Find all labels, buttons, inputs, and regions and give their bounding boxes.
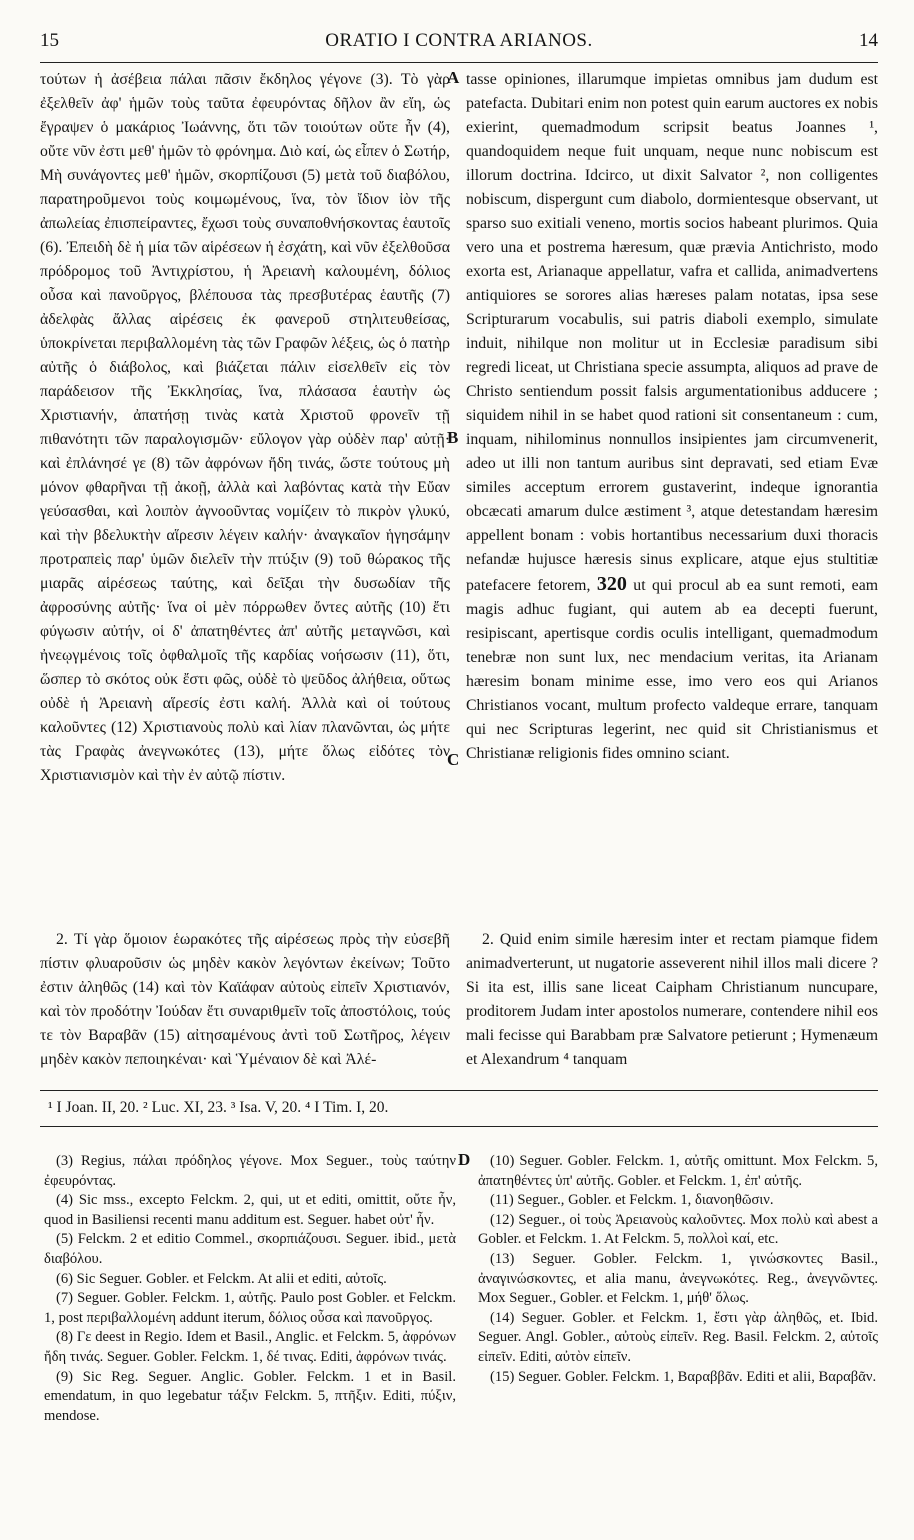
latin-column xyxy=(466,68,878,766)
footnote: (15) Seguer. Gobler. Felckm. 1, Βαραββᾶν. Editi et alii, Βαραβᾶν. xyxy=(490,1368,877,1385)
text-footnote-rule xyxy=(40,1090,878,1091)
greek-section-2 xyxy=(40,928,450,1072)
footnotes-left-column xyxy=(44,1152,456,1426)
edition-page-number: 320 xyxy=(596,573,627,595)
footnote: (7) Seguer. Gobler. Felckm. 1, αὐτῆς. Paulo post Gobler. et Felckm. 1, post περιβαλλομένη addunt iterum, δόλιος οὖσα καὶ πανοῦργος. xyxy=(44,1290,456,1326)
greek-column xyxy=(40,68,450,788)
margin-marker-d: D xyxy=(458,1150,471,1169)
footnote: (10) Seguer. Gobler. Felckm. 1, αὐτῆς omittunt. Mox Felckm. 5, ἀπατηθέντες ὑπ' αὐτῆς. Gobler. et Felckm. 1, ἐπ' αὐτῆς. xyxy=(478,1153,878,1189)
latin-section-2 xyxy=(466,928,878,1072)
running-title: ORATIO I CONTRA ARIANOS. xyxy=(325,30,593,51)
footnote: (12) Seguer., οἱ τοὺς Ἀρειανοὺς καλοῦντες. Mox πολὺ καὶ abest a Gobler. et Felckm. 1. At Felckm. 5, πολλοὶ καί, etc. xyxy=(478,1211,878,1248)
footnote: (9) Sic Reg. Seguer. Anglic. Gobler. Felckm. 1 et in Basil. emendatum, in quo legebatur τάξιν Felckm. 5, πτῆξιν. Editi, πύξιν, mendose. xyxy=(44,1368,456,1424)
footnote: (5) Felckm. 2 et editio Commel., σκορπιάζουσι. Seguer. ibid., μετὰ διαβόλου. xyxy=(44,1231,456,1267)
footnote: (13) Seguer. Gobler. Felckm. 1, γινώσκοντες Basil., ἀναγινώσκοντες, et alia manu, ἀνεγνωκότες. Reg., ἀνεγνῶντες. Mox Seguer., Gobler. et Felckm. 1, μήθ' ὅλως. xyxy=(478,1250,878,1307)
greek-paragraph-1: τούτων ἡ ἀσέβεια πάλαι πᾶσιν ἔκδηλος γέγονε (3). Τὸ γὰρ ἐξελθεῖν ἀφ' ἡμῶν τοὺς ταῦτα ἐφευρόντας δῆλον ἂν εἴη, ὡς ἔγραψεν ὁ μακάριος Ἰωάννης, ὅτι τῶν τοιούτων οὔτε ἦν (4), οὔτε νῦν ἐστι μεθ' ἡμῶν τὸ φρόνημα. Διὸ καί, ὡς εἶπεν ὁ Σωτήρ, Μὴ συνάγοντες μεθ' ἡμῶν, σκορπίζουσι (5) μετὰ τοῦ διαβόλου, παρατηροῦμενοι τοὺς κοιμωμένους, ἵνα, τὸν ἴδιον ἰὸν τῆς ἀπωλείας ἐπισπείραντες, ἔχωσι τοὺς συναποθνήσκοντας ἑαυτοῖς (6). Ἐπειδὴ δὲ ἡ μία τῶν αἱρέσεων ἡ ἐσχάτη, καὶ νῦν ἐξελθοῦσα πρόδρομος τοῦ Ἀντιχρίστου, ἡ Ἀρειανὴ καλουμένη, δόλιος οὖσα καὶ πανοῦργος, βλέπουσα τὰς πρεσβυτέρας ἑαυτῆς (7) ἀδελφὰς ἄλλας αἱρέσεις ἐκ φανεροῦ στηλιτευθείσας, ὑποκρίνεται περιβαλλομένη τὰς τῶν Γραφῶν λέξεις, ὡς ὁ πατὴρ αὐτῆς ὁ διάβολος, καὶ βιάζεται πάλιν εἰσελθεῖν εἰς τὸν παράδεισον τῆς Ἐκκλησίας, ἵνα, πλάσασα ἑαυτὴν ὡς Χριστιανήν, ἀπατήσῃ τινὰς κατὰ Χριστοῦ φρονεῖν τῇ πιθανότητι τῶν παραλογισμῶν· εὔλογον γὰρ οὐδὲν παρ' αὐτῇ· καὶ ἐπλάνησέ γε (8) τῶν ἀφρόνων ἤδη τινάς, ὥστε τούτους μὴ μόνον φθαρῆναι τῇ ἀκοῇ, ἀλλὰ καὶ λαβόντας κατὰ τὴν Εὔαν γεύσασθαι, καὶ λοιπὸν ἀγνοοῦντας νομίζειν τὸ πικρὸν γλυκύ, καὶ τὴν βδελυκτὴν αἵρεσιν λέγειν καλήν· ἀναγκαῖον ἡγησάμην προτραπεὶς παρ' ὑμῶν διελεῖν τὴν πτύξιν (9) τοῦ θώρακος τῆς μιαρᾶς αἱρέσεως ταύτης, καὶ δεῖξαι τὴν δυσωδίαν τῆς ἀφροσύνης αὐτῆς· ἵνα οἱ μὲν πόρρωθεν ὄντες αὐτῆς (10) ἔτι φύγωσιν αὐτήν, οἱ δ' ἀπατηθέντες ἀπ' αὐτῆς μεταγνῶσι, καὶ ἠνεῳγμένοις τοῖς ὀφθαλμοῖς τῆς καρδίας νοήσωσιν (11), ὅτι, ὥσπερ τὸ σκότος οὐκ ἔστι φῶς, οὐδὲ τὸ ψεῦδος ἀλήθεια, οὕτως οὐδὲ ἡ Ἀρειανὴ αἵρεσίς ἐστι καλή. Ἀλλὰ καὶ οἱ τούτους καλοῦντες (12) Χριστιανοὺς πολὺ καὶ λίαν πλανῶνται, ὡς μήτε τὰς Γραφὰς ἀνεγνωκότες (13), μήτε ὅλως εἰδότες τὸν Χριστιανισμὸν καὶ τὴν ἐν αὐτῷ πίστιν. xyxy=(40,71,450,784)
greek-paragraph-2: 2. Τί γὰρ ὅμοιον ἑωρακότες τῆς αἱρέσεως πρὸς τὴν εὐσεβῆ πίστιν φλυαροῦσιν ὡς μηδὲν κακὸν λεγόντων ἐκείνων; Τοῦτο ἐστιν ἀληθῶς (14) καὶ τὸν Καϊάφαν αὐτοὺς εἰπεῖν Χριστιανόν, καὶ τὸν προδότην Ἰούδαν ἔτι συναριθμεῖν τοῖς ἀποστόλοις, τούς τε τὸν Βαραβᾶν (15) αἰτησαμένους ἀντὶ τοῦ Σωτῆρος, λέγειν μηδὲν κακὸν πεποιηκέναι· καὶ Ὑμέναιον δὲ καὶ Ἀλέ- xyxy=(40,931,450,1068)
footnote: (8) Γε deest in Regio. Idem et Basil., Anglic. et Felckm. 5, ἀφρόνων ἤδη τινάς. Seguer. Gobler. Felckm. 1, δέ τινας. Editi, ἀφρόνων τινάς. xyxy=(44,1329,456,1365)
latin-paragraph-1b: ut qui procul ab ea sunt remoti, eam magis adhuc fugiant, qui autem ab ea decepti fuerunt, resipiscant, apertisque cordis oculis intelligant, quemadmodum tenebræ non sunt lux, nec mendacium veritas, ita Arianam hæresim bonam minime esse, imo vero eos qui Arianos Christianos vocant, multum profecto valdeque errare, tanquam qui nec Scripturas legerint, nec quid sit Christianismus et Christianæ religionis fides omnino sciant. xyxy=(466,577,878,762)
scripture-references: ¹ I Joan. II, 20. ² Luc. XI, 23. ³ Isa. V, 20. ⁴ I Tim. I, 20. xyxy=(48,1099,389,1116)
notes-rule xyxy=(40,1126,878,1127)
footnote: (4) Sic mss., excepto Felckm. 2, qui, ut et editi, omittit, οὔτε ἦν, quod in Basiliensi recenti manu additum est. Seguer. habet οὐτ' ἦν. xyxy=(44,1192,456,1228)
footnotes-right-column xyxy=(478,1152,878,1387)
latin-paragraph-1 xyxy=(466,68,878,766)
margin-marker-b: B xyxy=(447,428,459,447)
footnote: (11) Seguer., Gobler. et Felckm. 1, διανοηθῶσιν. xyxy=(490,1192,774,1209)
page-number-right: 14 xyxy=(859,30,878,51)
header-rule xyxy=(40,62,878,63)
margin-marker-c: C xyxy=(447,750,460,769)
footnote: (3) Regius, πάλαι πρόδηλος γέγονε. Mox Seguer., τοὺς ταύτην ἐφευρόντας. xyxy=(44,1153,456,1189)
footnote: (14) Seguer. Gobler. et Felckm. 1, ἔστι γὰρ ἀληθῶς, et. Ibid. Seguer. Angl. Gobler., αὐτοὺς εἰπεῖν. Reg. Basil. Felckm. 2, αὐτοῖς εἰπεῖν. Editi, αὐτὸν εἰπεῖν. xyxy=(478,1309,878,1365)
latin-paragraph-2: 2. Quid enim simile hæresim inter et rectam piamque fidem animadverterunt, ut nugatorie asseverent nihil illos mali dicere ? Si ita est, illis sane liceat Caipham Christianum nuncupare, proditorem Judam inter apostolos numerare, contendere nihil eos mali fecisse qui Barabbam præ Salvatore petierunt ; Hymenæum et Alexandrum ⁴ tanquam xyxy=(466,931,878,1068)
page-number-left: 15 xyxy=(40,30,59,51)
latin-paragraph-1a: tasse opiniones, illarumque impietas omnibus jam dudum est patefacta. Dubitari enim non potest quin earum auctores ex nobis exierint, quemadmodum scripsit beatus Joannes ¹, quandoquidem neque fuit unquam, neque nunc nobiscum est illorum doctrina. Idcirco, ut dixit Salvator ², non colligentes nobiscum, dispergunt cum diabolo, dormientesque observant, ut sparso suo exitiali veneno, mortis socios habeant plurimos. Quia vero una et postrema hæresum, quæ prævia Antichristo, modo exorta est, Arianaque appellatur, vafra et callida, animadvertens antiquiores se sorores alias hæreses palam notatas, ipsa sese Scripturarum vocabulis, sui patris diaboli exemplo, simulate induit, nihilque non molitur ut in Ecclesiæ paradisum sibi regredi liceat, ut Christiana specie assumpta, aliquos ad prave de Christo sentiendum possit falsis argumentationibus adducere ; siquidem nihil in se habet quod rationi sit consentaneum : cum, inquam, nihilominus nonnullos insipientes jam circumvenerit, adeo ut illi non tantum auribus sint depravati, sed etiam Evæ similes acceptum errorem gustaverint, indeque ignorantia obcæcati amarum dulce æstiment ³, atque detestandam hæresim appellent bonam : vobis hortantibus necessarium duxi thoracis nefandæ hujusce hæresis sinus explicare, atque ejus stultitiæ patefacere fetorem, xyxy=(466,71,878,594)
page-header xyxy=(40,30,878,58)
footnote: (6) Sic Seguer. Gobler. et Felckm. At alii et editi, αὐτοῖς. xyxy=(56,1270,387,1287)
margin-marker-a: A xyxy=(447,68,460,87)
